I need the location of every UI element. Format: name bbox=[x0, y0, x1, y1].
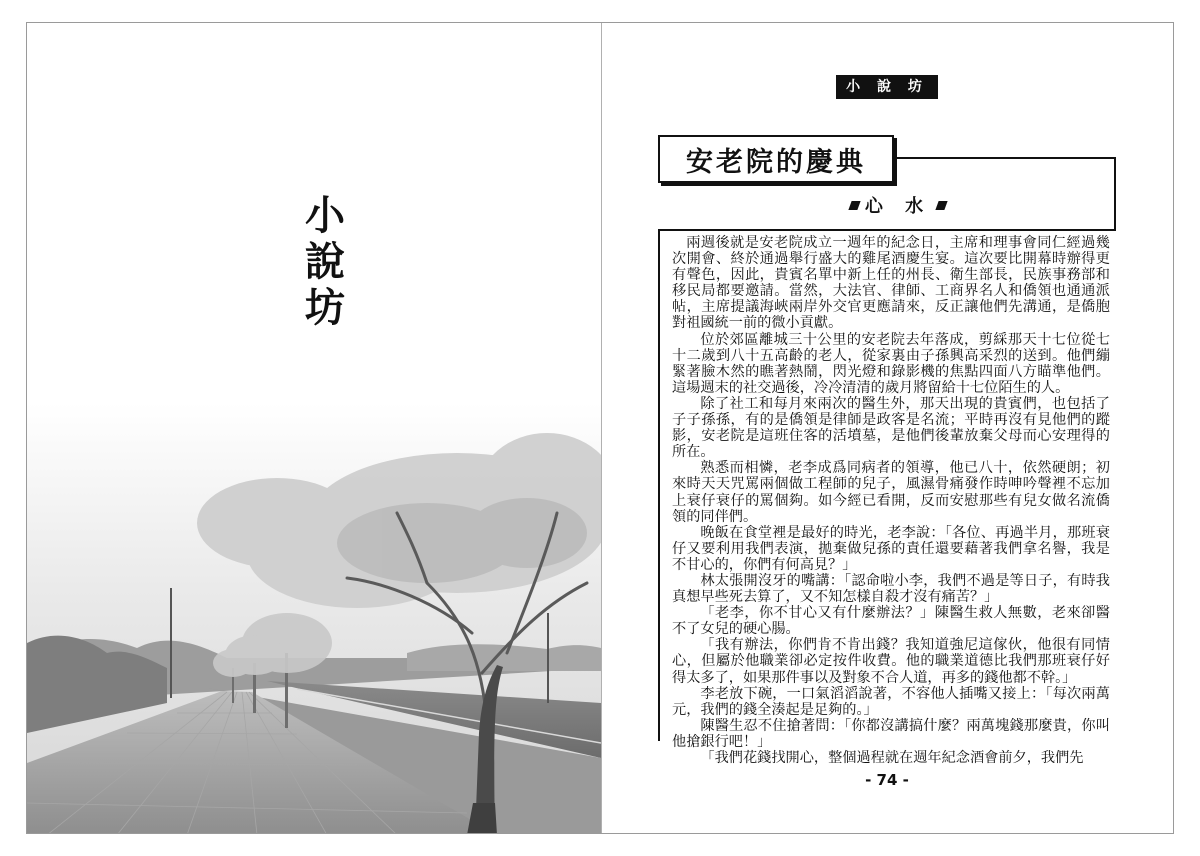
frame-rule bbox=[658, 229, 1116, 231]
article-paragraph: 熟悉而相憐，老李成爲同病者的領導，他已八十，依然硬朗；初來時天天咒罵兩個做工程師的兒子，風濕骨痛發作時呻吟聲裡不忘加上衰仔衰仔的罵個夠。如今經已看開，反而安慰那些有兒女做名流僑領的同伴們。 bbox=[672, 460, 1110, 525]
left-page bbox=[27, 23, 601, 833]
bullet-mark bbox=[848, 201, 860, 210]
article-paragraph: 「我有辦法，你們肯不肯出錢？我知道強尼這傢伙，他很有同情心，但屬於他職業卻必定按件收費。他的職業道德比我們那班衰仔好得太多了，如果那件事以及對象不合人道，再多的錢他都不幹。」 bbox=[672, 637, 1110, 686]
section-tag: 小 說 坊 bbox=[836, 75, 938, 99]
article-paragraph: 「我們花錢找開心，整個過程就在週年紀念酒會前夕，我們先 bbox=[700, 750, 1084, 766]
article-paragraph: 陳醫生忍不住搶著問：「你都沒講搞什麼？兩萬塊錢那麼貴，你叫他搶銀行吧！」 bbox=[672, 717, 1110, 750]
right-page bbox=[602, 23, 1174, 833]
frame-rule bbox=[658, 229, 660, 741]
vertical-title-char: 坊 bbox=[305, 284, 345, 331]
article-body bbox=[672, 235, 1110, 766]
article-paragraph: 林太張開沒牙的嘴講：「認命啦小李，我們不過是等日子，有時我真想早些死去算了，又不知怎樣自殺才沒有痛苦？」 bbox=[672, 572, 1110, 606]
book-spread bbox=[26, 22, 1174, 834]
vertical-section-title bbox=[295, 193, 355, 331]
article-paragraph: 「老李，你不甘心又有什麼辦法？」陳醫生救人無數，老來卻醫不了女兒的硬心腸。 bbox=[672, 605, 1110, 638]
tree-lined-road-photo bbox=[27, 403, 601, 834]
article-paragraph: 晚飯在食堂裡是最好的時光，老李說：「各位、再過半月，那班衰仔又要利用我們表演，拋棄做兒孫的責任還要藉著我們拿名譽，我是不甘心的，你們有何高見？」 bbox=[672, 524, 1110, 573]
article-title: 安老院的慶典 bbox=[686, 146, 866, 178]
article-paragraph: 位於郊區離城三十公里的安老院去年落成，剪綵那天十七位從七十二歲到八十五高齡的老人，從家裏由子孫興高采烈的送到。他們繃緊著臉木然的瞧著熱鬧，閃光燈和錄影機的焦點四面八方瞄準他們。這場週末的社交過後，冷冷清清的歲月將留給十七位陌生的人。 bbox=[672, 331, 1110, 396]
article-paragraph: 李老放下碗，一口氣滔滔說著，不容他人插嘴又接上：「每次兩萬元，我們的錢全湊起是足夠的。」 bbox=[672, 685, 1110, 718]
vertical-title-char: 小 bbox=[305, 192, 345, 239]
author-byline bbox=[838, 193, 958, 217]
article-paragraph: 兩週後就是安老院成立一週年的紀念日，主席和理事會同仁經過幾次開會、終於通過舉行盛大的雞尾酒慶生宴。這次要比開幕時辦得更有聲色，因此，貴賓名單中新上任的州長、衛生部長，民族事務部和移民局都要邀請。當然，大法官、律師、工商界名人和僑領也通通派帖，主席提議海峽兩岸外交官更應請來，反正讓他們先溝通，是僑胞對祖國統一前的微小貢獻。 bbox=[672, 235, 1110, 332]
article-title-frame bbox=[658, 135, 894, 183]
frame-rule bbox=[1114, 157, 1116, 229]
page-number: - 74 - bbox=[865, 771, 909, 789]
frame-rule bbox=[890, 157, 1116, 159]
article-paragraph: 除了社工和每月來兩次的醫生外，那天出現的貴賓們，也包括了子子孫孫，有的是僑領是律師是政客是名流；平時再沒有見他們的蹤影，安老院是這班住客的活墳墓，是他們後輩放棄父母而心安理得的所在。 bbox=[672, 395, 1110, 461]
vertical-title-char: 說 bbox=[305, 238, 345, 285]
author-name: 心 水 bbox=[864, 196, 932, 217]
bullet-mark bbox=[936, 201, 948, 210]
